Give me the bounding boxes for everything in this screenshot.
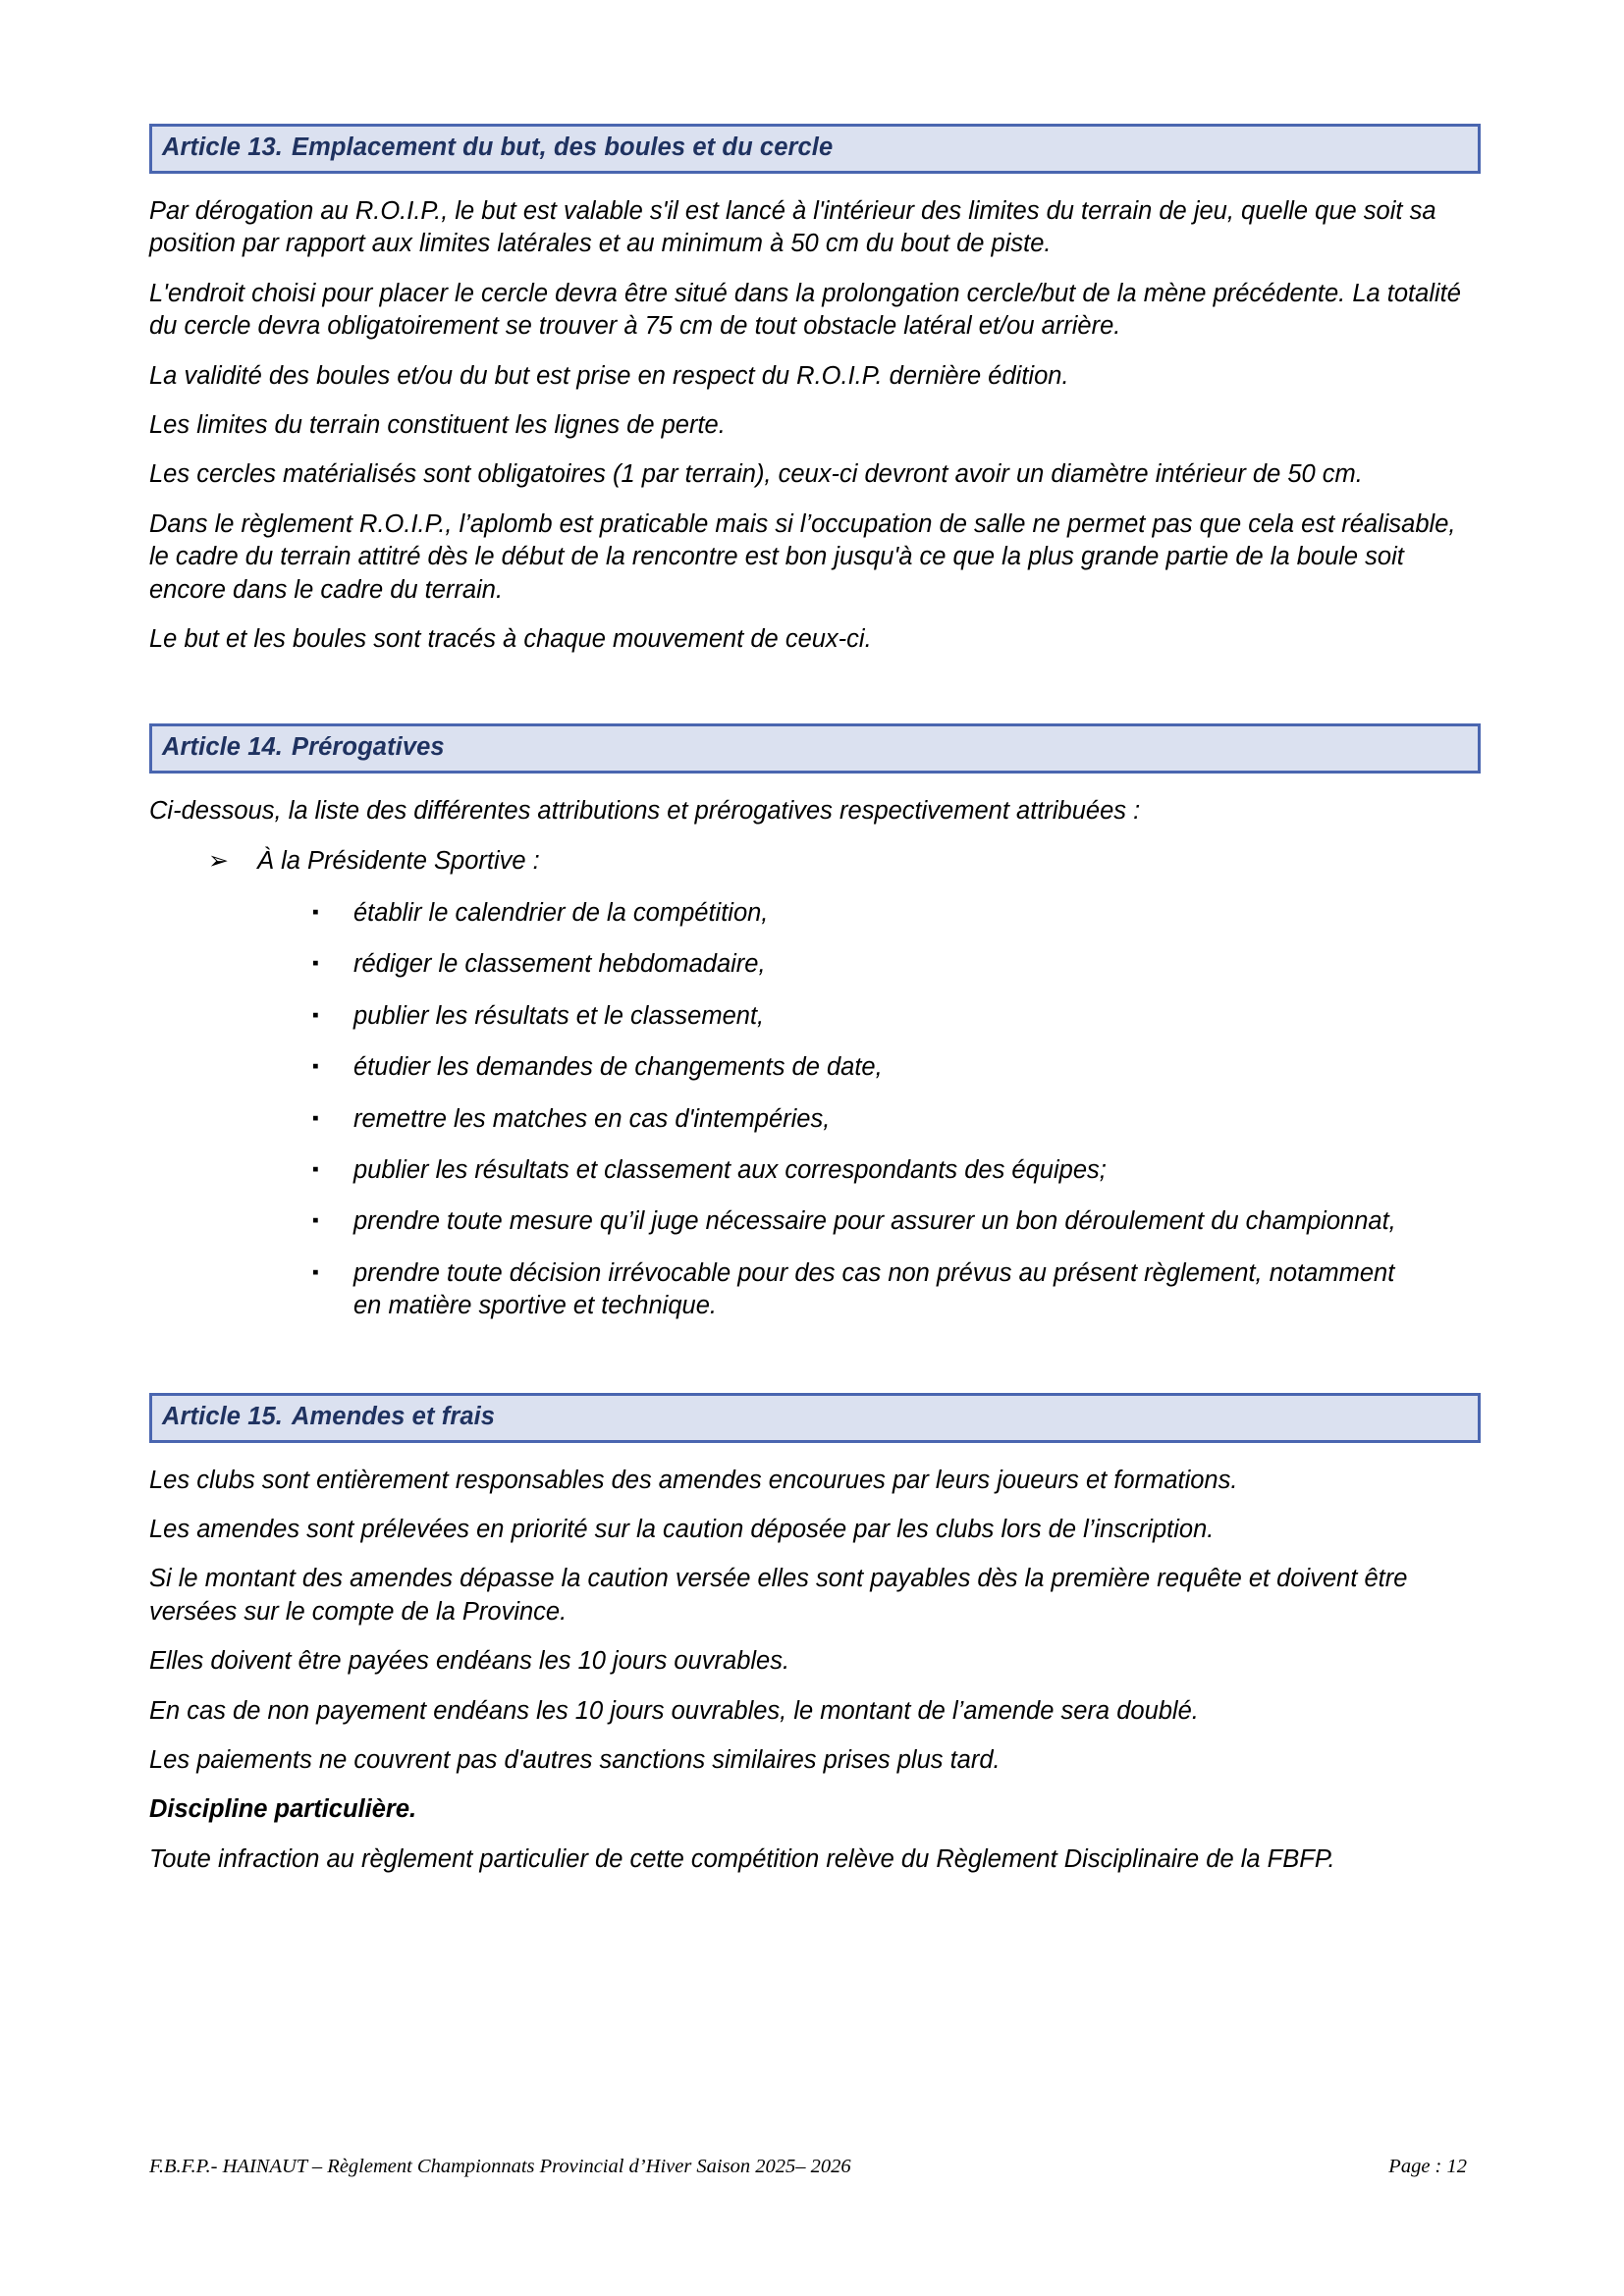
square-bullet-icon: ▪	[312, 953, 319, 975]
paragraph: Les cercles matérialisés sont obligatoires (1 par terrain), ceux-ci devront avoir un diamètre intérieur de 50 cm.	[149, 460, 1363, 489]
square-bullet-icon: ▪	[312, 1210, 319, 1232]
list-item	[149, 845, 1481, 878]
paragraph: En cas de non payement endéans les 10 jours ouvrables, le montant de l’amende sera doublé.	[149, 1696, 1199, 1725]
list-item	[149, 1154, 1481, 1187]
square-bullet-icon: ▪	[312, 1107, 319, 1129]
square-bullet-icon: ▪	[312, 1261, 319, 1283]
list-item	[149, 1000, 1481, 1033]
list-item-label: établir le calendrier de la compétition,	[353, 899, 769, 928]
list-item	[149, 1257, 1481, 1323]
list-item	[149, 1103, 1481, 1136]
paragraph: Elles doivent être payées endéans les 10 jours ouvrables.	[149, 1647, 790, 1676]
section-spacer	[149, 1342, 1481, 1393]
list-item-label: remettre les matches en cas d'intempéries,	[353, 1104, 831, 1133]
list-item	[149, 1051, 1481, 1084]
paragraph: Ci-dessous, la liste des différentes attributions et prérogatives respectivement attribuées :	[149, 797, 1141, 826]
article-title-15: Amendes et frais	[292, 1402, 496, 1430]
paragraph: Si le montant des amendes dépasse la caution versée elles sont payables dès la première requête et doivent être versées sur le compte de la Province.	[149, 1565, 1408, 1626]
square-bullet-icon: ▪	[312, 1159, 319, 1181]
arrow-bullet-icon: ➢	[208, 846, 229, 875]
list-item-label: rédiger le classement hebdomadaire,	[353, 950, 766, 979]
square-bullet-icon: ▪	[312, 1004, 319, 1026]
paragraph: Les paiements ne couvrent pas d'autres sanctions similaires prises plus tard.	[149, 1745, 1001, 1774]
paragraph: Dans le règlement R.O.I.P., l’aplomb est praticable mais si l’occupation de salle ne permet pas que cela est réalisable, le cadre du terrain attitré dès le début de la rencontre est bon jusqu'à ce que la plus grande partie de la boule soit encore dans le cadre du terrain.	[149, 509, 1456, 604]
subheading-discipline: Discipline particulière.	[149, 1795, 417, 1824]
page-content	[149, 124, 1481, 1893]
list-item-label: publier les résultats et le classement,	[353, 1001, 765, 1030]
square-bullet-icon: ▪	[312, 1056, 319, 1078]
list-item-label: étudier les demandes de changements de date,	[353, 1053, 883, 1082]
article-number-14: Article 14.	[162, 733, 283, 762]
section-spacer	[149, 672, 1481, 723]
article-heading-15	[149, 1393, 1481, 1443]
article-number-15: Article 15.	[162, 1402, 283, 1430]
paragraph: Par dérogation au R.O.I.P., le but est valable s'il est lancé à l'intérieur des limites du terrain de jeu, quelle que soit sa position par rapport aux limites latérales et au minimum à 50 cm du bout de piste.	[149, 197, 1436, 258]
article-title-13: Emplacement du but, des boules et du cercle	[292, 133, 834, 161]
list-item	[149, 897, 1481, 930]
paragraph: Les limites du terrain constituent les lignes de perte.	[149, 410, 726, 439]
list-item	[149, 1205, 1481, 1238]
footer-page-number: Page : 12	[1388, 2156, 1467, 2177]
list-item	[149, 948, 1481, 981]
article-heading-14	[149, 723, 1481, 774]
paragraph: Le but et les boules sont tracés à chaque mouvement de ceux-ci.	[149, 624, 872, 653]
list-item-label: publier les résultats et classement aux correspondants des équipes;	[353, 1156, 1107, 1185]
paragraph: Les clubs sont entièrement responsables des amendes encourues par leurs joueurs et formations.	[149, 1466, 1238, 1494]
page-footer	[149, 2156, 1481, 2178]
paragraph: L'endroit choisi pour placer le cercle devra être situé dans la prolongation cercle/but de la mène précédente. La totalité du cercle devra obligatoirement se trouver à 75 cm de tout obstacle latéral et/ou arrière.	[149, 279, 1461, 341]
footer-left-text: F.B.F.P.- HAINAUT – Règlement Championnats Provincial d’Hiver Saison 2025– 2026	[149, 2156, 851, 2177]
list-item-label: À la Présidente Sportive :	[257, 846, 540, 875]
article-heading-13	[149, 124, 1481, 174]
paragraph: Toute infraction au règlement particulier de cette compétition relève du Règlement Disciplinaire de la FBFP.	[149, 1844, 1335, 1873]
list-item-label: prendre toute mesure qu’il juge nécessaire pour assurer un bon déroulement du championnat,	[353, 1207, 1396, 1236]
article-number-13: Article 13.	[162, 133, 283, 161]
square-bullet-icon: ▪	[312, 902, 319, 924]
paragraph: La validité des boules et/ou du but est prise en respect du R.O.I.P. dernière édition.	[149, 361, 1069, 390]
list-item-label: prendre toute décision irrévocable pour des cas non prévus au présent règlement, notamment en matière sportive et technique.	[353, 1258, 1395, 1320]
paragraph: Les amendes sont prélevées en priorité sur la caution déposée par les clubs lors de l’inscription.	[149, 1515, 1215, 1543]
article-title-14: Prérogatives	[292, 733, 445, 762]
